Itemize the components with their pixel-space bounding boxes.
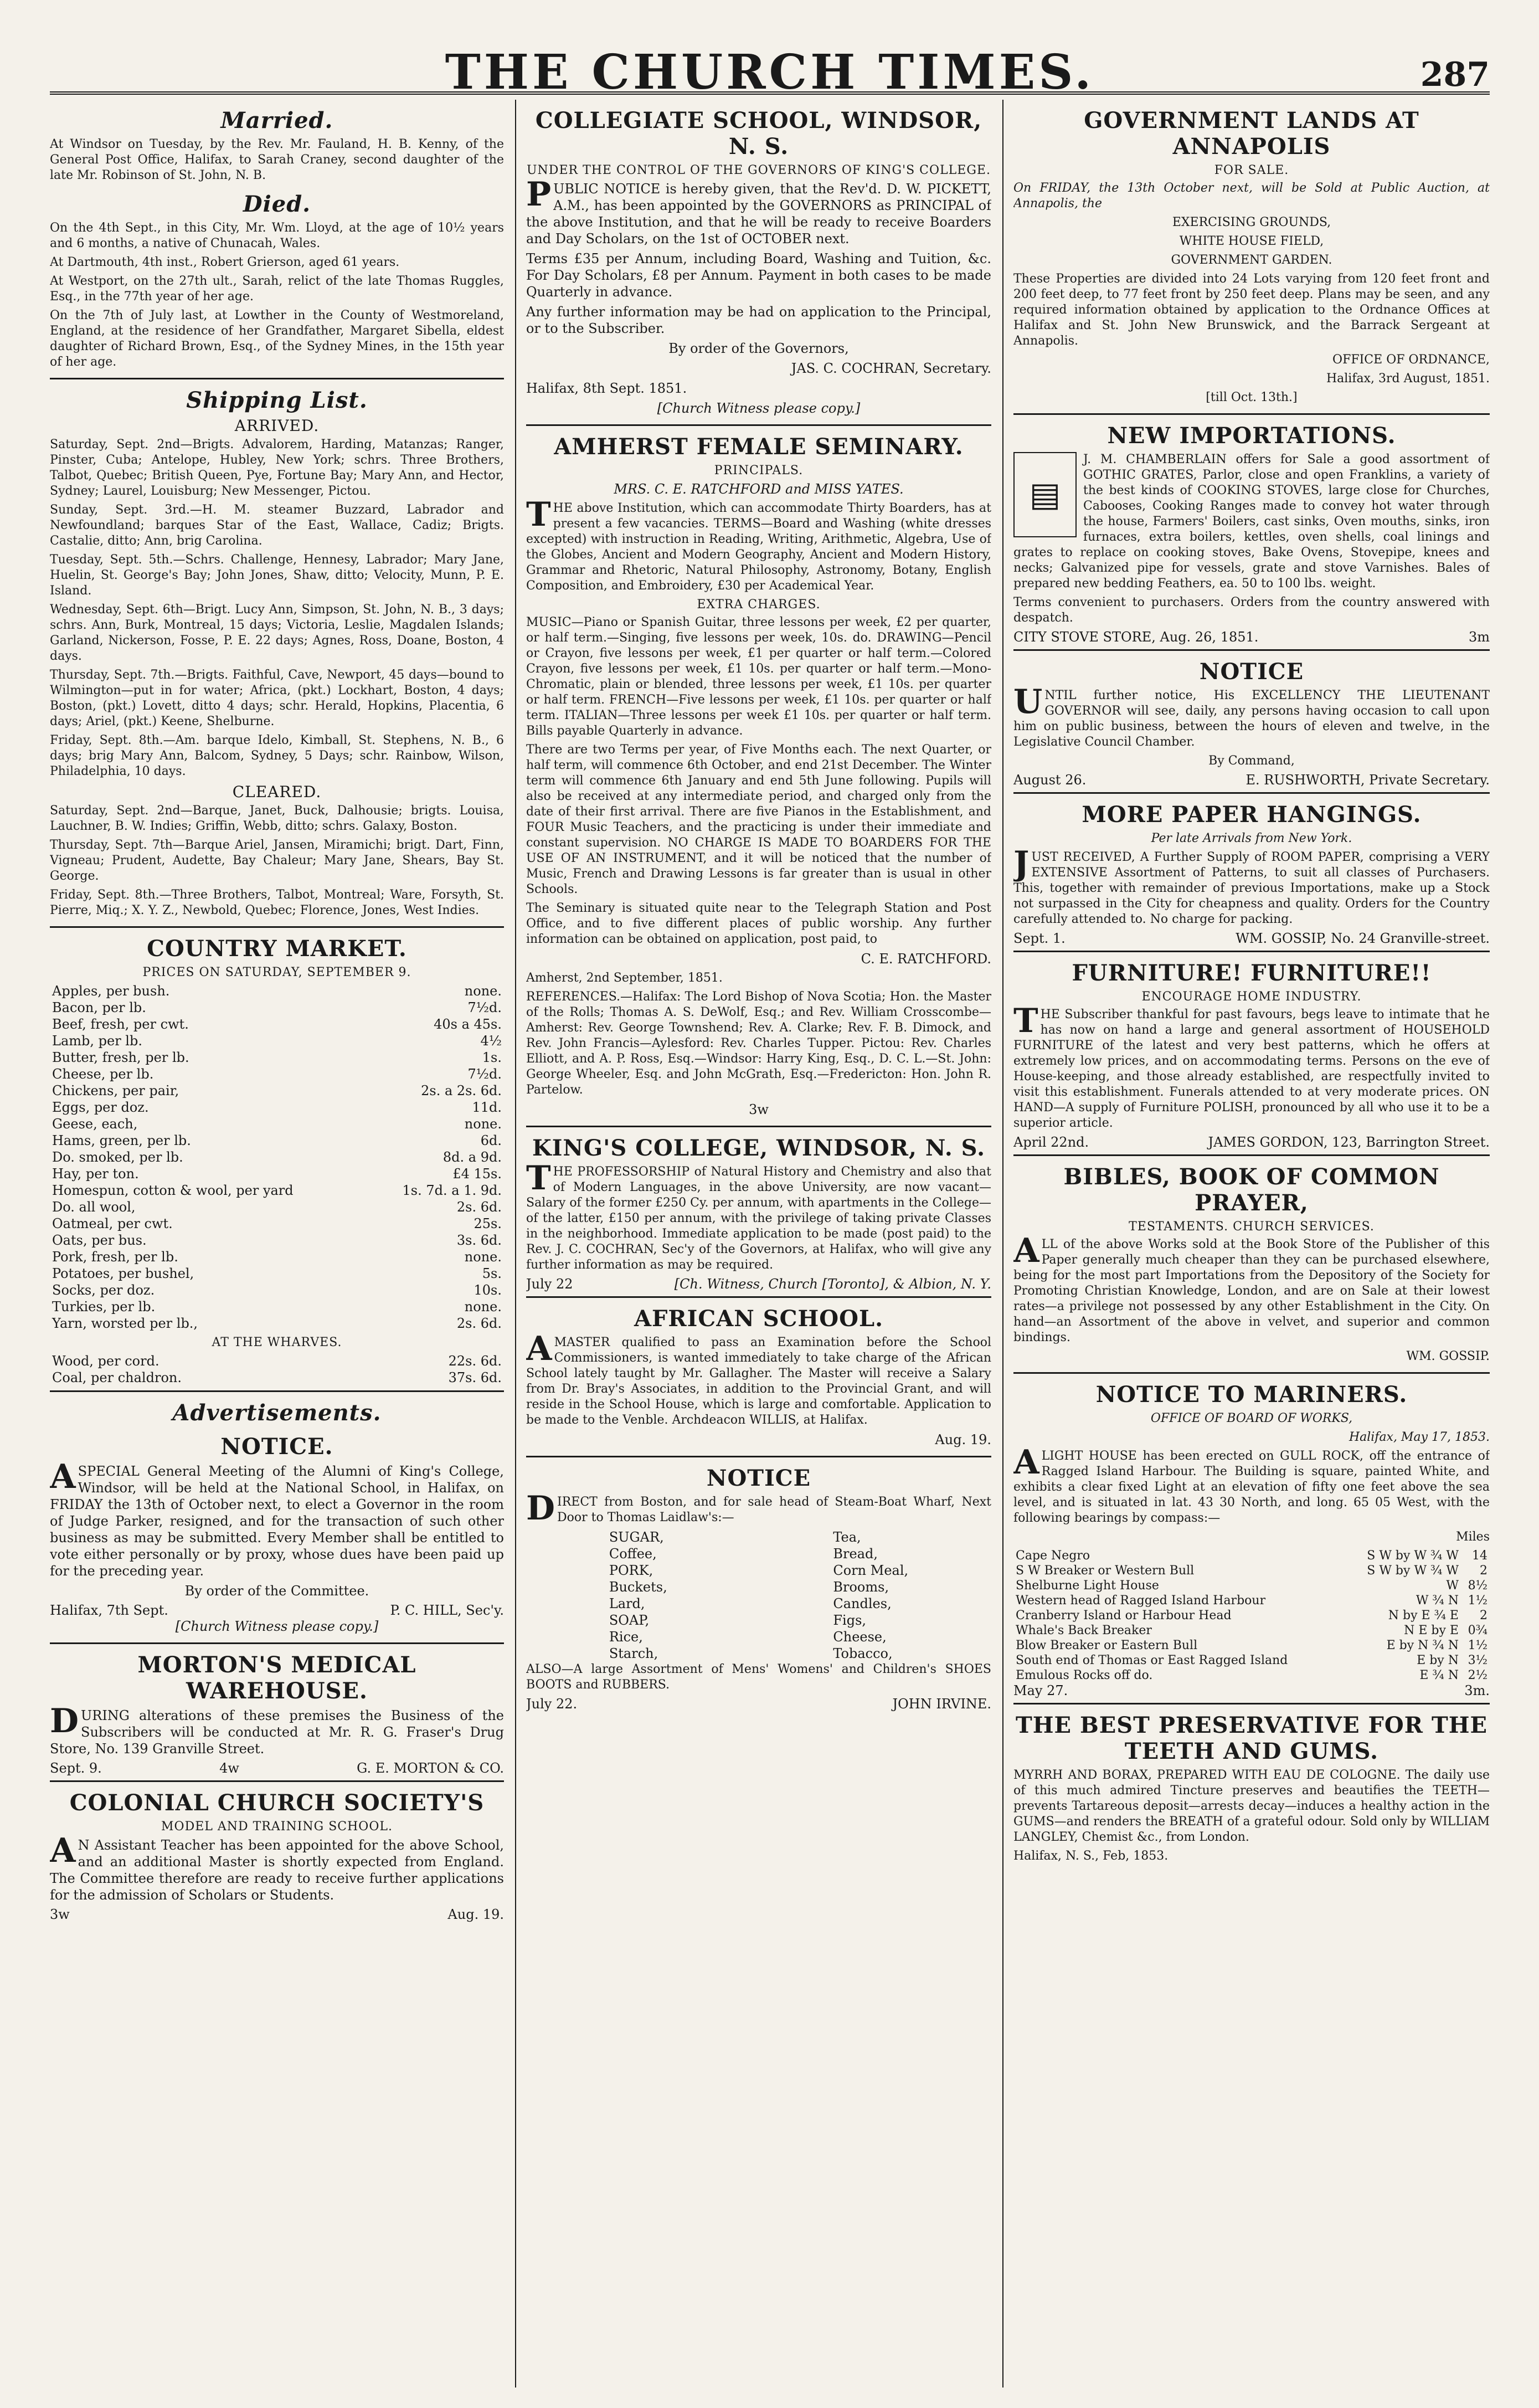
bearings-table [1013,1548,1490,1683]
table-cell: Shelburne Light House [1016,1579,1159,1593]
shipping-entry: Tuesday, Sept. 5th.—Schrs. Challenge, Hennesy, Labrador; Mary Jane, Huelin, St. George's Bay; John Jones, Shaw, ditto; Velocity, Munn, P. E. Island. [50,553,504,598]
goods-item: Figs, [833,1613,867,1628]
subheading: AT THE WHARVES. [212,1336,342,1349]
obituary: On the 7th of July last, at Lowther in the County of Westmoreland, England, at the residence of her Grandfather, Margaret Sibella, eldest daughter of Richard Brown, Esq., of the Sydney Mines, in the 15th year of her age. [50,309,504,369]
goods-item: Starch, [609,1646,658,1661]
table-cell: Bacon, per lb. [52,1000,146,1015]
notice-text: UNTIL further notice, His EXCELLENCY THE LIEUTENANT GOVERNOR will see, daily, any persons having occasion to call upon him on public business, between the hours of eleven and twelve, in the Legislative Council Chamber. [1013,682,1490,749]
table-cell: W [1446,1579,1459,1593]
table-cell: 11d. [472,1100,502,1115]
signature-line [1013,931,1490,946]
goods-item: Brooms, [833,1579,889,1595]
table-cell: Do. smoked, per lb. [52,1149,183,1165]
signer: WM. GOSSIP. [1406,1349,1490,1363]
date: Aug. 19. [935,1432,991,1447]
wharves-table [50,1353,504,1386]
advert-heading: AFRICAN SCHOOL. [634,1306,883,1332]
place-date: Halifax, 7th Sept. [50,1603,168,1618]
table-cell: Turkies, per lb. [52,1299,156,1315]
market-row [50,1282,504,1298]
table-cell: Wood, per cord. [52,1353,159,1369]
table-cell: Hay, per ton. [52,1166,139,1182]
table-cell: 37s. 6d. [448,1370,502,1385]
goods-list [526,1529,991,1662]
table-cell: Do. all wool, [52,1199,136,1215]
signer: JAMES GORDON, 123, Barrington Street. [1208,1134,1490,1150]
subheading: ARRIVED. [234,417,320,435]
copy-note: [Ch. Witness, Church [Toronto], & Albion, N. Y. [674,1276,991,1292]
signature-line [1013,629,1490,645]
goods-item: SUGAR, [609,1529,664,1545]
bearing-row [1013,1608,1490,1623]
married-section [50,107,504,379]
goods-item: Buckets, [609,1579,667,1595]
advert-text: These Properties are divided into 24 Lots varying from 120 feet front and 200 feet deep, to 77 feet front by 250 feet deep. Plans may be seen, and any required information obtained by application to the Ordnance Offices at Halifax and St. John New Brunswick, and the Barrack Sergeant at Annapolis. [1013,272,1490,348]
signature-line [1013,772,1490,788]
goods-item: Cheese, [833,1629,887,1645]
notice-heading: NOTICE [1199,659,1304,685]
signer: G. E. MORTON & CO. [357,1760,504,1776]
table-cell: Geese, each, [52,1116,138,1132]
section-heading: Died. [243,191,311,217]
market-row [50,983,504,999]
subheading: ENCOURAGE HOME INDUSTRY. [1141,990,1362,1004]
code: 3w [749,1102,769,1117]
miles-label: Miles [1456,1530,1490,1544]
obituary: At Dartmouth, 4th inst., Robert Grierson, aged 61 years. [50,255,400,269]
shipping-entry: Friday, Sept. 8th.—Three Brothers, Talbot, Montreal; Ware, Forsyth, St. Pierre, Miq.; X. Y. Z., Newbold, Quebec; Florence, Jones, West Indies. [50,888,504,917]
table-cell: 8½ [1468,1579,1487,1593]
bearing-row [1013,1563,1490,1578]
signature-line [526,1276,991,1292]
subheading: UNDER THE CONTROL OF THE GOVERNORS OF KING'S COLLEGE. [527,163,991,177]
table-cell: 5s. [482,1266,502,1281]
date: Halifax, N. S., Feb, 1853. [1013,1849,1169,1863]
principals: MRS. C. E. RATCHFORD and MISS YATES. [614,481,904,497]
by-order: By order of the Governors, [668,341,849,356]
table-cell: 2 [1480,1564,1487,1578]
table-cell: none. [464,1299,502,1315]
market-row [50,1066,504,1082]
signature-line [50,1603,504,1618]
table-cell: Apples, per bush. [52,983,170,999]
section-heading: COUNTRY MARKET. [147,936,407,962]
table-cell: none. [464,983,502,999]
table-cell: 1½ [1468,1594,1487,1608]
market-row [50,1249,504,1265]
subheading: TESTAMENTS. CHURCH SERVICES. [1129,1220,1375,1234]
code: 3w [50,1907,70,1922]
table-cell: £4 15s. [452,1166,502,1182]
place-date: CITY STOVE STORE, Aug. 26, 1851. [1013,629,1259,645]
teeth-advert [1013,1712,1490,1864]
advert-text: JUST RECEIVED, A Further Supply of ROOM PAPER, comprising a VERY EXTENSIVE Assortment of Patterns, to suit all classes of Purchasers. This, together with remainder of previous Importations, make up a Stock not surpassed in the City for cheapness and quality. Orders for the Country carefully attended to. No charge for packing. [1013,844,1490,926]
market-row [50,999,504,1016]
market-row [50,1132,504,1149]
advert-text: DIRECT from Boston, and for sale head of Steam-Boat Wharf, Next Door to Thomas Laidlaw's:— [526,1489,991,1528]
advert-text: DURING alterations of these premises the Business of the Subscribers will be conducted at Mr. R. G. Fraser's Drug Store, No. 139 Granville Street. [50,1702,504,1757]
goods-item: Rice, [609,1629,643,1645]
stove-illustration: ▤ [1013,452,1077,537]
advert-text: THE Subscriber thankful for past favours, begs leave to intimate that he has now on hand a large and general assortment of HOUSEHOLD FURNITURE of the latest and very best patterns, which he offers at extremely low prices, and on accommodating terms. Persons on the eve of House-keeping, and those already established, are respectfully invited to visit this establishment. Funerals attended to at very moderate prices. ON HAND—A supply of Furniture POLISH, pronounced by all who use it to be a superior article. [1013,1002,1490,1130]
advert-text: AN Assistant Teacher has been appointed for the above School, and an additional Master is shortly expected from England. The Committee therefore are ready to receive further applications for the admission of Scholars or Students. [50,1831,504,1903]
table-cell: 14 [1472,1549,1487,1563]
bearing-row [1013,1638,1490,1653]
market-row [50,1215,504,1232]
advert-text: On FRIDAY, the 13th October next, will be Sold at Public Auction, at Annapolis, the [1013,181,1490,210]
table-cell: Lamb, per lb. [52,1033,142,1049]
table-cell: 2s. 6d. [456,1199,502,1215]
date: May 27. [1013,1683,1068,1698]
bearing-row [1013,1653,1490,1668]
table-cell: 7½d. [467,1066,502,1082]
section-heading: Shipping List. [186,387,368,413]
table-cell: Whale's Back Breaker [1016,1624,1152,1637]
code: 3m. [1464,1683,1490,1698]
goods-item: Bread, [833,1546,878,1562]
shipping-entry: Sunday, Sept. 3rd.—H. M. steamer Buzzard, Labrador and Newfoundland; barques Star of the East, Wallace, Cadiz; Brigts. Castalie, ditto; Ann, brig Carolina. [50,503,504,548]
african-school-advert [526,1306,991,1457]
table-cell: 22s. 6d. [448,1353,502,1369]
market-row [50,1199,504,1215]
table-cell: none. [464,1249,502,1265]
goods-item: Corn Meal, [833,1563,909,1578]
bearing-row [1013,1668,1490,1683]
market-row [50,1298,504,1315]
office: OFFICE OF ORDNANCE, [1332,353,1490,367]
amherst-seminary-advert [526,434,991,1127]
advert-text: ALL of the above Works sold at the Book Store of the Publisher of this Paper generally much cheaper than they can be purchased elsewhere, being for the most part Importations from the Depository of the Society for Promoting Christian Knowledge, London, and are on Sale at their lowest rates—a privilege not possessed by any other Establishment in the City. On hand—an Assortment of the above in velvet, and superior and common bindings. [1013,1231,1490,1344]
table-cell: 25s. [473,1216,502,1231]
notice-text: Terms £35 per Annum, including Board, Washing and Tuition, &c. For Day Scholars, £8 per Annum. Payment in both cases to be made Quarterly in advance. [526,251,991,300]
market-row [50,1149,504,1166]
goods-item: Coffee, [609,1546,657,1562]
table-cell: Blow Breaker or Eastern Bull [1016,1639,1198,1652]
subheading: OFFICE OF BOARD OF WORKS, [1150,1411,1353,1425]
subheading: PRICES ON SATURDAY, SEPTEMBER 9. [142,966,411,979]
bearing-row [1013,1593,1490,1608]
table-cell: Emulous Rocks off do. [1016,1668,1153,1682]
table-cell: N E by E [1404,1624,1459,1637]
subheading: CLEARED. [232,783,322,801]
table-cell: 1s. 7d. a 1. 9d. [402,1183,502,1198]
shipping-list [50,387,504,928]
advert-heading: COLONIAL CHURCH SOCIETY'S [69,1790,485,1816]
table-cell: N by E ¾ E [1388,1609,1459,1623]
obituary: On the 4th Sept., in this City, Mr. Wm. Lloyd, at the age of 10½ years and 6 months, a native of Chunacah, Wales. [50,221,504,250]
table-cell: Butter, fresh, per lb. [52,1050,189,1065]
table-cell: Homespun, cotton & wool, per yard [52,1183,294,1198]
advert-text: MUSIC—Piano or Spanish Guitar, three lessons per week, £2 per quarter, or half term.—Singing, five lessons per week, 10s. do. DRAWING—Pencil or Crayon, five lessons per week, £1 per quarter or half term.—Colored Crayon, five lessons per week, £1 10s. per quarter or half term.—Mono-Chromatic, plain or blended, three lessons per week, £1 10s. per quarter or half term. FRENCH—Five lessons per week, £1 10s. per quarter or half term. ITALIAN—Three lessons per week £1 10s. per quarter or half term. Bills payable Quarterly in advance. [526,615,991,738]
table-cell: Eggs, per doz. [52,1100,149,1115]
column-divider [1002,100,1003,2388]
signer: JAS. C. COCHRAN, Secretary. [791,361,991,376]
table-cell: 40s a 45s. [434,1016,502,1032]
notice-text: Any further information may be had on application to the Principal, or to the Subscriber. [526,304,991,336]
advert-heading: NEW IMPORTATIONS. [1107,423,1396,449]
lot-name: GOVERNMENT GARDEN. [1171,253,1332,267]
subheading: MODEL AND TRAINING SCHOOL. [161,1820,393,1834]
table-cell: 6d. [480,1133,502,1148]
shipping-entry: Saturday, Sept. 2nd—Barque, Janet, Buck, Dalhousie; brigts. Louisa, Lauchner, B. W. Indies; Griffin, Webb, ditto; schrs. Galaxy, Boston. [50,804,504,833]
table-cell: 10s. [473,1282,502,1298]
table-cell: S W Breaker or Western Bull [1016,1564,1195,1578]
table-cell: Chickens, per pair, [52,1083,179,1098]
country-market [50,936,504,1392]
date: Aug. 19. [447,1907,504,1922]
references: REFERENCES.—Halifax: The Lord Bishop of Nova Scotia; Hon. the Master of the Rolls; Thomas A. S. DeWolf, Esq.; and Rev. William Crosscombe—Amherst: Rev. George Townshend; Rev. A. Clarke; Rev. F. B. Dimock, and Rev. John Francis—Aylesford: Rev. Charles Tupper. Pictou: Rev. Charles Elliott, and A. P. Ross, Esq.—Windsor: Harry King, Esq., D. C. L.—St. John: George Wheeler, Esq. and John McGrath, Esq.—Fredericton: Hon. John R. Partelow. [526,990,991,1097]
advert-heading: FURNITURE! FURNITURE!! [1072,960,1432,986]
table-cell: 7½d. [467,1000,502,1015]
shipping-entry: Saturday, Sept. 2nd—Brigts. Advalorem, Harding, Matanzas; Ranger, Pinster, Cuba; Antelope, Hubley, New York; schrs. Three Brothers, Talbot, Quebec; British Queen, Pye, Fortune Bay; Mary Ann, and Hector, Sydney; Laurel, Louisburg; New Messenger, Pictou. [50,438,504,498]
date: Sept. 1. [1013,931,1066,946]
advert-heading: AMHERST FEMALE SEMINARY. [554,434,964,460]
colonial-church-advert [50,1790,504,1922]
table-cell: 1½ [1468,1639,1487,1652]
table-cell: Oatmeal, per cwt. [52,1216,173,1231]
table-cell: Western head of Ragged Island Harbour [1016,1594,1266,1608]
advert-heading: KING'S COLLEGE, WINDSOR, N. S. [532,1135,986,1161]
advert-heading: MORTON'S MEDICAL WAREHOUSE. [137,1652,416,1704]
notice-text: At Windsor on Tuesday, by the Rev. Mr. Fauland, H. B. Kenny, of the General Post Office, Halifax, to Sarah Craney, second daughter of the late Mr. Robinson of St. John, N. B. [50,137,504,182]
advert-heading: NOTICE [706,1465,811,1491]
alumni-notice [50,1434,504,1644]
subheading: FOR SALE. [1214,163,1289,177]
market-row [50,1116,504,1132]
table-cell: Cape Negro [1016,1549,1090,1563]
table-cell: 2s. a 2s. 6d. [421,1083,502,1098]
shipping-entry: Wednesday, Sept. 6th—Brigt. Lucy Ann, Simpson, St. John, N. B., 3 days; schrs. Ann, Burk, Montreal, 15 days; Victoria, Leslie, Magdalen Islands; Garland, Nickerson, Fosse, P. E. 22 days; Agnes, Ross, Doane, Boston, 4 days. [50,603,504,663]
table-cell: 1s. [482,1050,502,1065]
table-cell: 8d. a 9d. [442,1149,502,1165]
table-cell: 0¾ [1468,1624,1487,1637]
table-cell: S W by W ¾ W [1367,1564,1459,1578]
by-command: By Command, [1208,754,1295,768]
table-cell: 2½ [1468,1668,1487,1682]
table-cell: Coal, per chaldron. [52,1370,182,1385]
advert-text: Terms convenient to purchasers. Orders from the country answered with despatch. [1013,595,1490,625]
date: Halifax, May 17, 1853. [1348,1430,1490,1444]
table-cell: Oats, per bus. [52,1233,147,1248]
table-cell: E by N ¾ N [1386,1639,1459,1652]
notice-heading: COLLEGIATE SCHOOL, WINDSOR, N. S. [535,107,982,160]
table-cell: 3s. 6d. [456,1233,502,1248]
kings-college-advert [526,1135,991,1298]
notice-heading: NOTICE TO MARINERS. [1095,1382,1408,1408]
signer: E. RUSHWORTH, Private Secretary. [1245,772,1490,788]
notice-text: ALIGHT HOUSE has been erected on GULL ROCK, off the entrance of Ragged Island Harbour. The Building is square, painted White, and exhibits a clear fixed Light at an elevation of fifty one feet above the sea level, and is situated in lat. 43 30 North, and long. 65 05 West, with the following bearings by compass:— [1013,1443,1490,1525]
table-cell: Cheese, per lb. [52,1066,154,1082]
masthead-rule [50,91,1490,95]
column-3 [1013,100,1490,2388]
goods-item: SOAP, [609,1613,650,1628]
market-row [50,1232,504,1249]
date: Halifax, 3rd August, 1851. [1326,372,1490,386]
column-2 [526,100,991,2388]
table-cell: Cranberry Island or Harbour Head [1016,1609,1232,1623]
newspaper-title: THE CHURCH TIMES. [445,44,1095,100]
market-row [50,1082,504,1099]
goods-column [609,1529,667,1662]
date: July 22. [526,1696,578,1712]
copy-note: [Church Witness please copy.] [657,401,861,416]
market-row [50,1182,504,1199]
subheading: EXTRA CHARGES. [697,598,821,612]
advert-text: ALSO—A large Assortment of Mens' Womens' and Children's SHOES BOOTS and RUBBERS. [526,1662,991,1692]
table-cell: 2 [1480,1609,1487,1623]
lot-name: EXERCISING GROUNDS, [1172,215,1331,229]
date: Halifax, 8th Sept. 1851. [526,381,687,396]
goods-column [833,1529,908,1662]
column-1 [50,100,504,2388]
market-row [50,1315,504,1332]
table-cell: 3½ [1468,1654,1487,1667]
section-heading: Married. [220,107,333,134]
goods-item: Tea, [833,1529,861,1545]
signature-line [50,1760,504,1776]
table-cell: Beef, fresh, per cwt. [52,1016,189,1032]
market-row [50,1353,504,1369]
table-cell: E ¾ N [1419,1668,1459,1682]
government-lands-advert [1013,107,1490,415]
market-table [50,983,504,1332]
shipping-entry: Friday, Sept. 8th.—Am. barque Idelo, Kimball, St. Stephens, N. B., 6 days; brig Mary Ann, Balcom, Sydney, 5 Days; schr. Rainbow, Wilson, Philadelphia, 10 days. [50,733,504,778]
date: Amherst, 2nd September, 1851. [526,971,723,985]
date: July 22 [526,1276,573,1292]
shipping-entry: Thursday, Sept. 7th—Barque Ariel, Jansen, Miramichi; brigt. Dart, Finn, Vigneau; Prudent, Audette, Bay Chaleur; Mary Jane, Shears, Bay St. George. [50,838,504,883]
notice-heading: NOTICE. [220,1434,333,1460]
table-cell: Socks, per doz. [52,1282,155,1298]
by-order: By order of the Committee. [184,1583,369,1599]
bearing-row [1013,1623,1490,1638]
signer: WM. GOSSIP, No. 24 Granville-street. [1236,931,1490,946]
mariners-notice [1013,1382,1490,1704]
table-cell: 4½ [480,1033,502,1049]
table-cell: Yarn, worsted per lb., [52,1316,198,1331]
bearing-row [1013,1548,1490,1563]
table-cell: Pork, fresh, per lb. [52,1249,178,1265]
market-row [50,1369,504,1386]
signature-line [526,1696,991,1712]
advert-text: The Seminary is situated quite near to the Telegraph Station and Post Office, and to five different places of public worship. Any further information can be obtained on application, post paid, to [526,901,991,946]
advert-text: THE above Institution, which can accommodate Thirty Boarders, has at present a few vacancies. TERMS—Board and Washing (white dresses excepted) with instruction in Reading, Writing, Arithmetic, Algebra, Use of the Globes, Ancient and Modern Geography, Ancient and Modern History, Grammar and Rhetoric, Natural Philosophy, Astronomy, Botany, English Composition, and Embroidery, £30 per Academical Year. [526,495,991,593]
signer: JOHN IRVINE. [892,1696,991,1712]
date: April 22nd. [1013,1134,1089,1150]
signature-line [50,1907,504,1922]
advert-heading: BIBLES, BOOK OF COMMON PRAYER, [1063,1164,1440,1216]
shipping-entry: Thursday, Sept. 7th.—Brigts. Faithful, Cave, Newport, 45 days—bound to Wilmington—put in for water; Africa, (pkt.) Lockhart, Boston, 4 days; Boston, (pkt.) Lovett, ditto 4 days; schr. Herald, Hopkins, Placentia, 6 days; Ariel, (pkt.) Keene, Shelburne. [50,668,504,728]
advert-text: J. M. CHAMBERLAIN offers for Sale a good assortment of GOTHIC GRATES, Parlor, close and open Franklins, a variety of the best kinds of COOKING STOVES, large close for Churches, Cabooses, Cooking Ranges made to convey hot water through the house, Farmers' Boilers, cast sinks, Oven mouths, sinks, iron furnaces, extra boilers, kettles, oven shells, coal linings and grates to replace on cooking stoves, Bake Ovens, Stovepipe, knees and necks; Galvanized pipe for vessels, grate and stove Varnishes. Bales of prepared new bedding Feathers, ea. 50 to 100 lbs. weight. [1013,453,1490,591]
date: August 26. [1013,772,1087,788]
table-cell: 2s. 6d. [456,1316,502,1331]
new-importations-advert [1013,423,1490,651]
date: Sept. 9. [50,1760,102,1776]
table-cell: S W by W ¾ W [1367,1549,1459,1563]
furniture-advert [1013,960,1490,1156]
table-cell: Hams, green, per lb. [52,1133,191,1148]
section-heading: Advertisements. [172,1400,382,1426]
market-row [50,1265,504,1282]
signature-line [1013,1683,1490,1698]
table-cell: W ¾ N [1416,1594,1459,1608]
masthead [50,22,1490,100]
notice-text: PUBLIC NOTICE is hereby given, that the Rev'd. D. W. PICKETT, A.M., has been appointed by the GOVERNORS as PRINCIPAL of the above Institution, and that he will be ready to receive Boarders and Day Scholars, on the 1st of OCTOBER next. [526,175,991,247]
bearing-row [1013,1578,1490,1593]
advert-heading: GOVERNMENT LANDS AT ANNAPOLIS [1084,107,1419,160]
table-cell: South end of Thomas or East Ragged Island [1016,1654,1288,1667]
paper-hangings-advert [1013,802,1490,952]
market-row [50,1016,504,1033]
advert-text: MYRRH AND BORAX, PREPARED WITH EAU DE COLOGNE. The daily use of this much admired Tincture preserves and beautifies the TEETH—prevents Tartareous deposit—arrests decay—induces a healthy action in the GUMS—and renders the BREATH of a grateful odour. Sold only by WILLIAM LANGLEY, Chemist &c., from London. [1013,1768,1490,1844]
goods-item: Lard, [609,1596,645,1611]
lot-name: WHITE HOUSE FIELD, [1179,234,1324,248]
collegiate-school-notice [526,107,991,426]
table-cell: Potatoes, per bushel, [52,1266,194,1281]
advert-heading: THE BEST PRESERVATIVE FOR THE TEETH AND GUMS. [1015,1712,1487,1764]
market-row [50,1099,504,1116]
notice-text: ASPECIAL General Meeting of the Alumni of King's College, Windsor, will be held at the National School, in Halifax, on FRIDAY the 13th of October next, to elect a Governor in the room of Judge Parker, resigned, and for the transaction of such other business as may be submitted. Every Member shall be entitled to vote either personally or by proxy, whose dues have been paid up for the preceding year. [50,1457,504,1579]
copy-note: [Church Witness please copy.] [175,1619,379,1634]
advert-text: THE PROFESSORSHIP of Natural History and Chemistry and also that of Modern Languages, in the above University, are now vacant—Salary of the former £250 Cy. per annum, with apartments in the College—of the latter, £150 per annum, with the privilege of taking private Classes in the neighborhood. Immediate application to be made (post paid) to the Rev. J. C. COCHRAN, Sec'y of the Governors, at Halifax, who will give any further information as may be required. [526,1159,991,1272]
signature-line [1013,1134,1490,1150]
obituary: At Westport, on the 27th ult., Sarah, relict of the late Thomas Ruggles, Esq., in the 77th year of her age. [50,274,504,304]
goods-item: PORK, [609,1563,653,1578]
goods-item: Tobacco, [833,1646,893,1661]
market-row [50,1033,504,1049]
code: 3m [1468,629,1490,645]
governor-notice [1013,659,1490,794]
code: [till Oct. 13th.] [1206,391,1298,404]
advert-heading: MORE PAPER HANGINGS. [1082,802,1422,828]
market-row [50,1049,504,1066]
subheading: PRINCIPALS. [714,464,804,478]
column-divider [515,100,516,2388]
subheading: Per late Arrivals from New York. [1151,831,1352,845]
advert-text: There are two Terms per year, of Five Months each. The next Quarter, or half term, will commence 6th October, and end 21st December. The Winter term will commence 6th January and end 5th June following. Pupils will also be received at any intermediate period, and charged only from the date of their first arrival. There are five Pianos in the Establishment, and FOUR Music Teachers, and the practicing is under their immediate and constant supervision. NO CHARGE IS MADE TO BOARDERS FOR THE USE OF AN INSTRUMENT, and it will be noticed that the number of Music, French and Drawing Lessons is far greater than is usual in other Schools. [526,743,991,896]
signer: C. E. RATCHFORD. [861,951,991,967]
page-number: 287 [1420,55,1490,94]
market-row [50,1166,504,1182]
code: 4w [219,1760,239,1776]
irvine-advert [526,1465,991,1712]
table-cell: E by N [1417,1654,1459,1667]
table-cell: none. [464,1116,502,1132]
advert-text: AMASTER qualified to pass an Examination before the School Commissioners, is wanted immediately to take charge of the African School lately taught by Mr. Gallagher. The Master will receive a Salary from Dr. Bray's Associates, in addition to the Provincial Grant, and will reside in the School House, which is large and comfortable. Application to be made to the Venble. Archdeacon WILLIS, at Halifax. [526,1329,991,1427]
bibles-advert [1013,1164,1490,1374]
goods-item: Candles, [833,1596,892,1611]
morton-advert [50,1652,504,1782]
signer: P. C. HILL, Sec'y. [390,1603,504,1618]
